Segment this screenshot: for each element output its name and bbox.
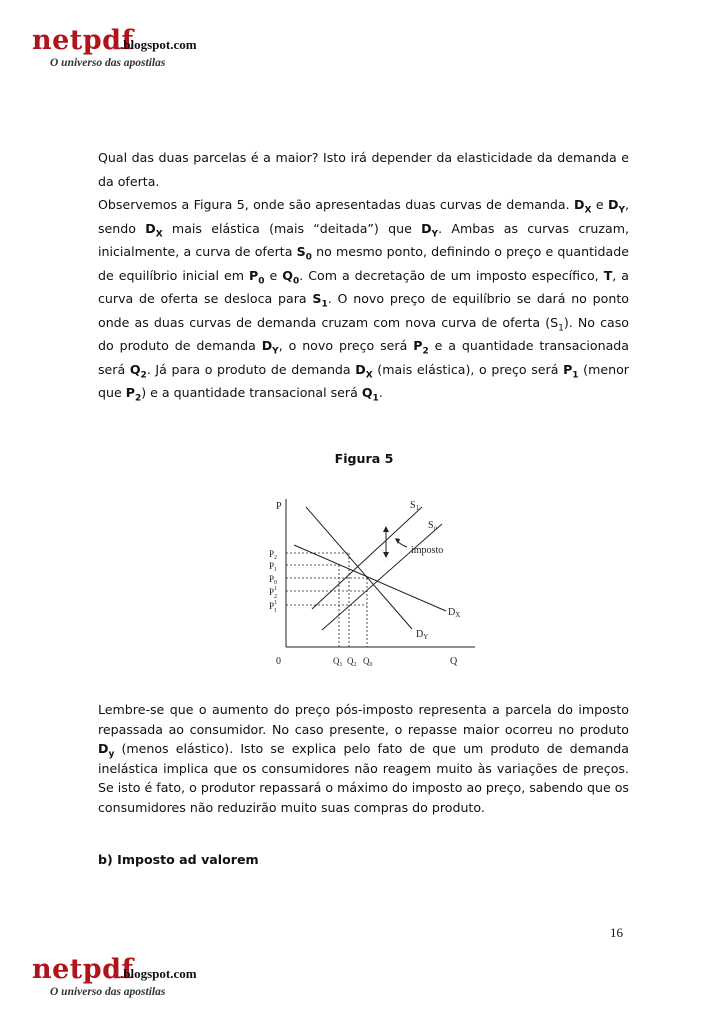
p1-label: $P_1$: [269, 561, 278, 573]
s1-label: $S_1$: [410, 500, 420, 512]
paragraph-conclusion: Lembre-se que o aumento do preço pós-imposto representa a parcela do imposto repassada ao consumidor. No caso presente, o repasse maior ocorreu no produto $D_y$ (menos elástico). Isto se explica pelo fato de que um produto de demanda inelástica implica que os consumidores não reagem muito às variações de preços. Se isto é fato, o produtor repassará o máximo do imposto ao preço, sabendo que os consumidores não reduzirão muito suas compras do produto.: [98, 702, 629, 815]
paragraph-question: Qual das duas parcelas é a maior? Isto irá depender da elasticidade da demanda e da oferta.: [98, 150, 629, 189]
q-axis-label: Q: [450, 656, 458, 667]
logo-brand: netpdf: [32, 25, 134, 56]
dy-label: $D_Y$: [416, 629, 429, 641]
paragraph-explanation: Observemos a Figura 5, onde são apresentadas duas curvas de demanda. $D_X$ e $D_Y$, sendo $D_X$ mais elástica (mais “deitada”) que $D_Y$. Ambas as curvas cruzam, inicialmente, a curva de oferta $S_0$ no mesmo ponto, definindo o preço e quantidade de equilíbrio inicial em $P_0$ e $Q_0$. Com a decretação de um imposto específico, T, a curva de oferta se desloca para $S_1$. O novo preço de equilíbrio se dará no ponto onde as duas curvas de demanda cruzam com nova curva de oferta $(S_1)$. No caso do produto de demanda $D_Y$, o novo preço será $P_2$ e a quantidade transacionada será $Q_2$. Já para o produto de demanda $D_X$ (mais elástica), o preço será $P_1$ (menor que $P_2$) e a quantidade transacional será $Q_1$.: [98, 197, 630, 404]
netpdf-logo-top: [32, 26, 232, 74]
p0-label: $P_0$: [269, 574, 278, 586]
q0-label: $Q_0$: [363, 656, 373, 668]
tax-arrow-head-down: [383, 552, 389, 558]
p-axis-label: P: [276, 501, 282, 512]
demand-curve-dy: [306, 507, 412, 629]
q2-label: $Q_2$: [347, 656, 357, 668]
logo-brand: netpdf: [32, 954, 134, 985]
origin-label: 0: [276, 656, 281, 667]
p12-label: $P^1$ 2: [269, 586, 278, 600]
q1-label: $Q_1$: [333, 656, 343, 668]
dx-label: $D_X$: [448, 607, 461, 619]
figure-title: Figura 5: [334, 451, 394, 466]
supply-curve-s0: [322, 524, 442, 630]
s0-label: $S_o$: [428, 520, 438, 532]
logo-domain: .blogspot.com: [120, 37, 197, 52]
logo-tagline: O universo das apostilas: [50, 986, 166, 998]
tax-arrow-head-up: [383, 526, 389, 532]
netpdf-logo-bottom: [32, 955, 232, 1003]
p2-label: $P_2$: [269, 549, 278, 561]
body-text-1: [98, 146, 629, 405]
logo-domain: .blogspot.com: [120, 966, 197, 981]
section-heading: b) Imposto ad valorem: [98, 852, 259, 867]
supply-demand-diagram: [250, 487, 490, 677]
logo-tagline: O universo das apostilas: [50, 57, 166, 69]
imposto-label: imposto: [411, 545, 444, 556]
guide-lines: [286, 553, 367, 647]
page-number: 16: [610, 925, 623, 940]
p11-label: $P^1$ 1: [269, 600, 277, 614]
body-text-2: [98, 700, 629, 818]
